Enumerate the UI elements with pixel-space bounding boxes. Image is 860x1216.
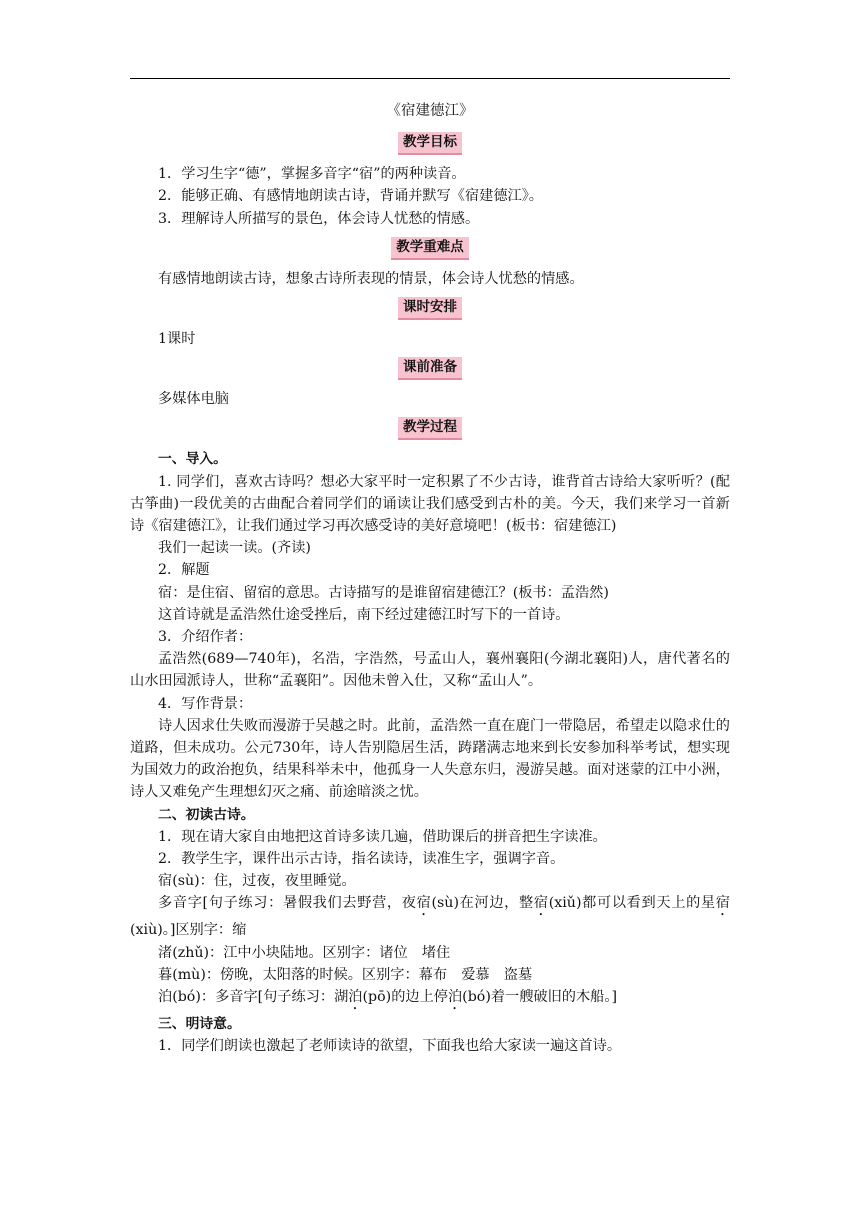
paragraph: 宿：是住宿、留宿的意思。古诗描写的是谁留宿建德江？(板书：孟浩然) — [158, 584, 609, 601]
text-run: (xiù)。]区别字：缩 — [130, 922, 247, 939]
paragraph: 渚(zhǔ)：江中小块陆地。区别字：诸位 堵住 — [158, 944, 451, 961]
step-heading: 二、初读古诗。 — [158, 806, 255, 823]
text-run: (bó)着一艘破旧的木船。] — [462, 989, 617, 1006]
header-rule — [130, 78, 730, 79]
paragraph — [130, 892, 730, 941]
paragraph: 1. 同学们，喜欢古诗吗？想必大家平时一定积累了不少古诗，谁背首古诗给大家听听？(配古筝曲)一段优美的古曲配合着同学们的诵读让我们感受到古朴的美。今天，我们来学习一首新诗《宿建德江》，让我们通过学习再次感受诗的美好意境吧！(板书：宿建德江) — [130, 473, 730, 535]
paragraph: 4．写作背景： — [158, 695, 253, 712]
paragraph — [130, 986, 730, 1013]
emphasized-char: 泊 — [348, 989, 363, 1006]
section-heading-key: 教学重难点 — [391, 237, 469, 260]
text-run: (xiǔ)都可以看到天上的星 — [548, 895, 716, 912]
step-heading: 一、导入。 — [158, 451, 227, 468]
lesson-title: 《宿建德江》 — [386, 103, 474, 119]
hours-text: 1课时 — [158, 331, 196, 348]
text-run: 泊(bó)：多音字[句子练习：湖 — [158, 989, 349, 1006]
document-body — [130, 100, 730, 1058]
text-run: (sù)在河边，整 — [431, 895, 534, 912]
section-heading-goals: 教学目标 — [398, 132, 462, 155]
key-text: 有感情地朗读古诗，想象古诗所表现的情景，体会诗人忧愁的情感。 — [158, 270, 584, 287]
paragraph: 1．同学们朗读也激起了老师读诗的欲望，下面我也给大家读一遍这首诗。 — [158, 1038, 622, 1055]
goal-item: 2．能够正确、有感情地朗读古诗，背诵并默写《宿建德江》。 — [158, 188, 543, 205]
paragraph: 宿(sù)：住，过夜，夜里睡觉。 — [158, 873, 356, 890]
goal-item: 3．理解诗人所描写的景色，体会诗人忧愁的情感。 — [158, 210, 480, 227]
emphasized-char: 泊 — [447, 989, 463, 1006]
paragraph: 2．教学生字，课件出示古诗，指名读诗，读准生字，强调字音。 — [158, 851, 565, 868]
emphasized-char: 宿 — [715, 895, 730, 912]
section-heading-prep: 课前准备 — [398, 357, 462, 380]
paragraph: 2．解题 — [158, 562, 210, 579]
paragraph: 1．现在请大家自由地把这首诗多读几遍，借助课后的拼音把生字读准。 — [158, 828, 607, 845]
text-run: (pō)的边上停 — [362, 989, 448, 1006]
paragraph: 暮(mù)：傍晚，太阳落的时候。区别字：幕布 爱慕 盗墓 — [158, 966, 533, 983]
goal-item: 1．学习生字“德”，掌握多音字“宿”的两种读音。 — [158, 166, 466, 183]
paragraph: 这首诗就是孟浩然仕途受挫后，南下经过建德江时写下的一首诗。 — [158, 606, 570, 623]
paragraph: 我们一起读一读。(齐读) — [158, 540, 311, 557]
step-heading: 三、明诗意。 — [158, 1016, 241, 1033]
paragraph: 3．介绍作者： — [158, 629, 253, 646]
emphasized-char: 宿 — [416, 895, 432, 912]
emphasized-char: 宿 — [533, 895, 549, 912]
section-heading-hours: 课时安排 — [398, 297, 462, 320]
paragraph: 孟浩然(689—740年)，名浩，字浩然，号孟山人，襄州襄阳(今湖北襄阳)人，唐代著名的山水田园派诗人，世称“孟襄阳”。因他未曾入仕，又称“孟山人”。 — [130, 651, 730, 690]
prep-text: 多媒体电脑 — [158, 391, 229, 408]
paragraph: 诗人因求仕失败而漫游于吴越之时。此前，孟浩然一直在鹿门一带隐居，希望走以隐求仕的道路，但未成功。公元730年，诗人告别隐居生活，踌躇满志地来到长安参加科举考试，想实现为国效力的政治抱负，结果科举未中，他孤身一人失意东归，漫游吴越。面对迷蒙的江中小洲，诗人又难免产生理想幻灭之痛、前途暗淡之忧。 — [130, 717, 730, 801]
text-run: 多音字[句子练习：暑假我们去野营，夜 — [158, 895, 417, 912]
section-heading-process: 教学过程 — [398, 417, 462, 440]
